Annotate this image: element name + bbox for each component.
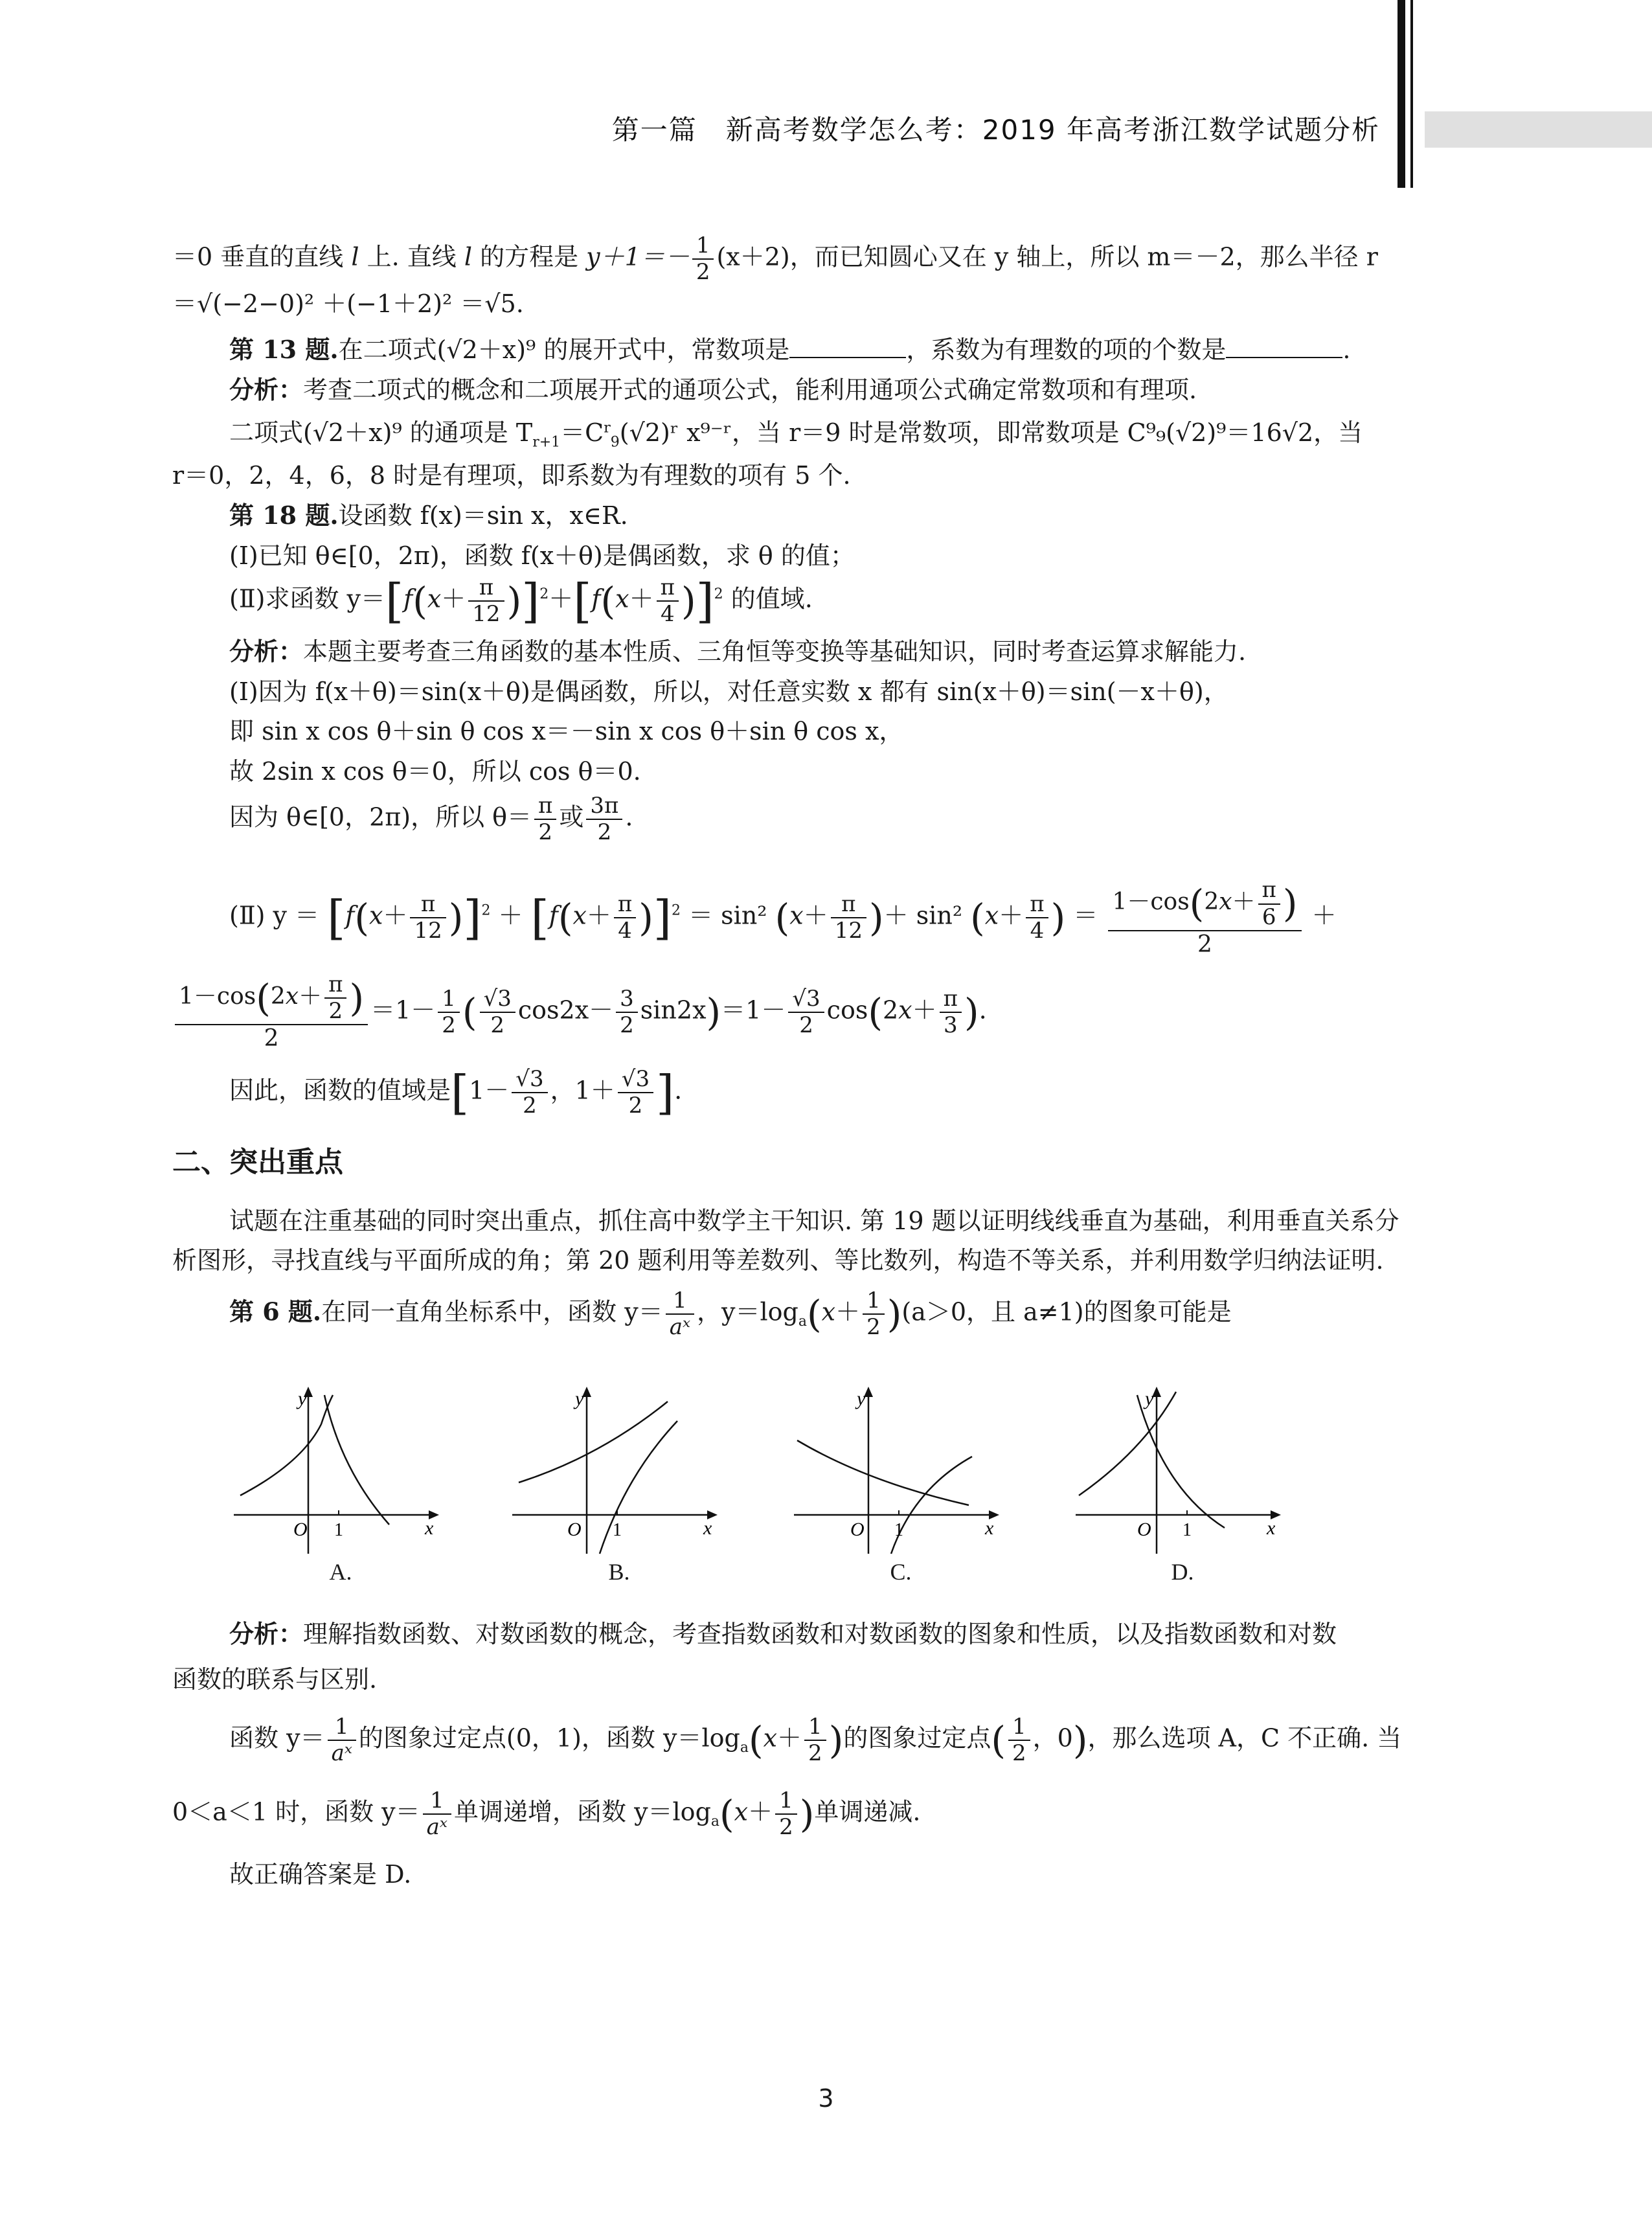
q13-solution-line2: r＝0，2，4，6，8 时是有理项，即系数为有理数的项有 5 个. xyxy=(172,460,851,490)
page-body xyxy=(172,233,1474,1891)
q18-sol-s6: 1－cos(2x＋ $\frac{\pi}{2}$ ) 2 ＝1－ $\frac{1}{2}$ ( $\frac{√3}{2}$ cos2x－ $\frac{3}{2}$ sin2x)＝1－ $\frac{√3}{2}$ cos(2x＋ $\frac{\pi}{3}$ ). xyxy=(172,972,1474,1052)
svg-text:O: O xyxy=(850,1519,865,1540)
q13-question: 第 13 题.在二项式(√2＋x)⁹ 的展开式中，常数项是 ，系数为有理数的项的个数是 . xyxy=(229,334,1351,364)
svg-text:y: y xyxy=(575,1388,584,1409)
svg-text:O: O xyxy=(293,1519,308,1540)
option-label: C. xyxy=(890,1559,912,1585)
radius-line: ＝√(−2−0)² ＋(−1＋2)² ＝√5. xyxy=(172,290,524,318)
section-heading: 二、突出重点 xyxy=(172,1145,343,1179)
graph-option-c[interactable] xyxy=(791,1379,1011,1593)
header-gray-tab xyxy=(1425,111,1652,148)
section2-para-line2: 析图形，寻找直线与平面所成的角；第 20 题利用等差数列、等比数列，构造不等关系，并利用数学归纳法证明. xyxy=(172,1246,1384,1275)
graph-option-d[interactable] xyxy=(1072,1379,1293,1593)
q18-part1: (Ⅰ)已知 θ∈[0，2π)，函数 f(x＋θ)是偶函数，求 θ 的值； xyxy=(229,541,855,570)
q18-sol-s1: (Ⅰ)因为 f(x＋θ)＝sin(x＋θ)是偶函数，所以，对任意实数 x 都有 sin(x＋θ)＝sin(－x＋θ)， xyxy=(229,677,1228,706)
q18-sol-s7: 因此，函数的值域是[1－ $\frac{√3}{2}$ ，1＋ $\frac{√3}{2}$ ]. xyxy=(229,1065,683,1120)
page-number: 3 xyxy=(818,2084,834,2113)
graph-option-a[interactable] xyxy=(231,1379,451,1593)
q13-solution-line1: 二项式(√2＋x)⁹ 的通项是 $T_{r+1}=C^r_9(√2)ʳ$ x⁹⁻ʳ，当 r＝9 时是常数项，即常数项是 C⁹₉(√2)⁹＝16√2，当 xyxy=(229,418,1363,451)
svg-text:1: 1 xyxy=(613,1520,622,1540)
option-label: A. xyxy=(329,1559,352,1585)
continued-text-line: ＝0 垂直的直线 l 上. 直线 l 的方程是 y＋1＝－ $\frac{1}{2}$ (x＋2)，而已知圆心又在 y 轴上，所以 m＝－2，那么半径 r xyxy=(172,233,1378,286)
running-header: 第一篇 新高考数学怎么考：2019 年高考浙江数学试题分析 xyxy=(611,114,1380,146)
q18-sol-s3: 故 2sin x cos θ＝0，所以 cos θ＝0. xyxy=(229,756,641,786)
svg-text:1: 1 xyxy=(334,1520,343,1540)
q6-solution-line1: 函数 y＝ $\frac{1}{\text{aˣ}}$ 的图象过定点(0，1)，函数 $y=\log_a(x+$ $\frac{1}{2}$ )的图象过定点( $\frac{1}{2}$ ，0)，那么选项 A，C 不正确. 当 xyxy=(229,1714,1402,1767)
section2-para-line1: 试题在注重基础的同时突出重点，抓住高中数学主干知识. 第 19 题以证明线线垂直为基础，利用垂直关系分 xyxy=(229,1206,1399,1235)
svg-text:y: y xyxy=(1145,1388,1154,1409)
q6-question: 第 6 题.在同一直角坐标系中，函数 y＝ $\frac{1}{\text{aˣ}}$ ，$y=\log_a(x+$ $\frac{1}{2}$ )(a＞0，且 a≠1)的图象可能是 xyxy=(229,1287,1232,1340)
svg-text:x: x xyxy=(985,1517,994,1539)
svg-text:1: 1 xyxy=(1182,1520,1192,1540)
answer-blank-1 xyxy=(789,337,906,358)
q18-part2: (Ⅱ)求函数 y＝[f(x＋ $\frac{\pi}{12}$ )]$^2$＋[f(x＋ $\frac{\pi}{4}$ )]$^2$ 的值域. xyxy=(229,574,813,629)
fraction-half: $\frac{1}{2}$ xyxy=(692,233,714,285)
svg-text:x: x xyxy=(425,1517,434,1539)
q13-analysis: 分析：考查二项式的概念和二项展开式的通项公式，能利用通项公式确定常数项和有理项. xyxy=(229,375,1197,404)
header-bar-thin xyxy=(1410,0,1413,188)
svg-text:1: 1 xyxy=(894,1520,903,1540)
svg-text:O: O xyxy=(567,1519,582,1540)
svg-text:x: x xyxy=(1267,1517,1276,1539)
svg-text:x: x xyxy=(703,1517,712,1539)
q6-analysis-line2: 函数的联系与区别. xyxy=(172,1664,378,1694)
answer-blank-2 xyxy=(1226,337,1342,358)
svg-text:O: O xyxy=(1137,1519,1151,1540)
q18-sol-s4: 因为 θ∈[0，2π)，所以 θ＝ $\frac{\pi}{2}$ 或 $\frac{3\pi}{2}$ . xyxy=(229,793,633,846)
header-bar-thick xyxy=(1397,0,1405,188)
q6-solution-line2: 0＜a＜1 时，函数 y＝ $\frac{1}{\text{aˣ}}$ 单调递增，函数 $y=\log_a(x+$ $\frac{1}{2}$ )单调递减. xyxy=(172,1788,921,1841)
graph-option-b[interactable] xyxy=(509,1379,729,1593)
option-label: B. xyxy=(608,1559,630,1585)
q18-sol-s5: (Ⅱ) y ＝ [f(x＋ $\frac{\pi}{12}$ )]$^2$ ＋ [f(x＋ $\frac{\pi}{4}$ )]$^2$ ＝ sin² (x＋ $\frac{\pi}{12}$ )＋ sin² (x＋ $\frac{\pi}{4}$ ) ＝ 1－cos(2x＋ $\frac{\pi}{6}$ ) 2 ＋ xyxy=(229,877,1337,958)
q18-analysis: 分析：本题主要考查三角函数的基本性质、三角恒等变换等基础知识，同时考查运算求解能力. xyxy=(229,637,1247,666)
svg-text:y: y xyxy=(857,1388,866,1409)
q6-analysis-line1: 分析：理解指数函数、对数函数的概念，考查指数函数和对数函数的图象和性质，以及指数函数和对数 xyxy=(229,1619,1337,1648)
q18-question: 第 18 题.设函数 f(x)＝sin x，x∈R. xyxy=(229,501,628,530)
q6-answer: 故正确答案是 D. xyxy=(229,1860,412,1889)
option-label: D. xyxy=(1171,1559,1194,1585)
svg-text:y: y xyxy=(298,1388,307,1409)
option-graphs xyxy=(172,1379,1474,1593)
q18-sol-s2: 即 sin x cos θ＋sin θ cos x＝－sin x cos θ＋sin θ cos x， xyxy=(229,717,904,746)
